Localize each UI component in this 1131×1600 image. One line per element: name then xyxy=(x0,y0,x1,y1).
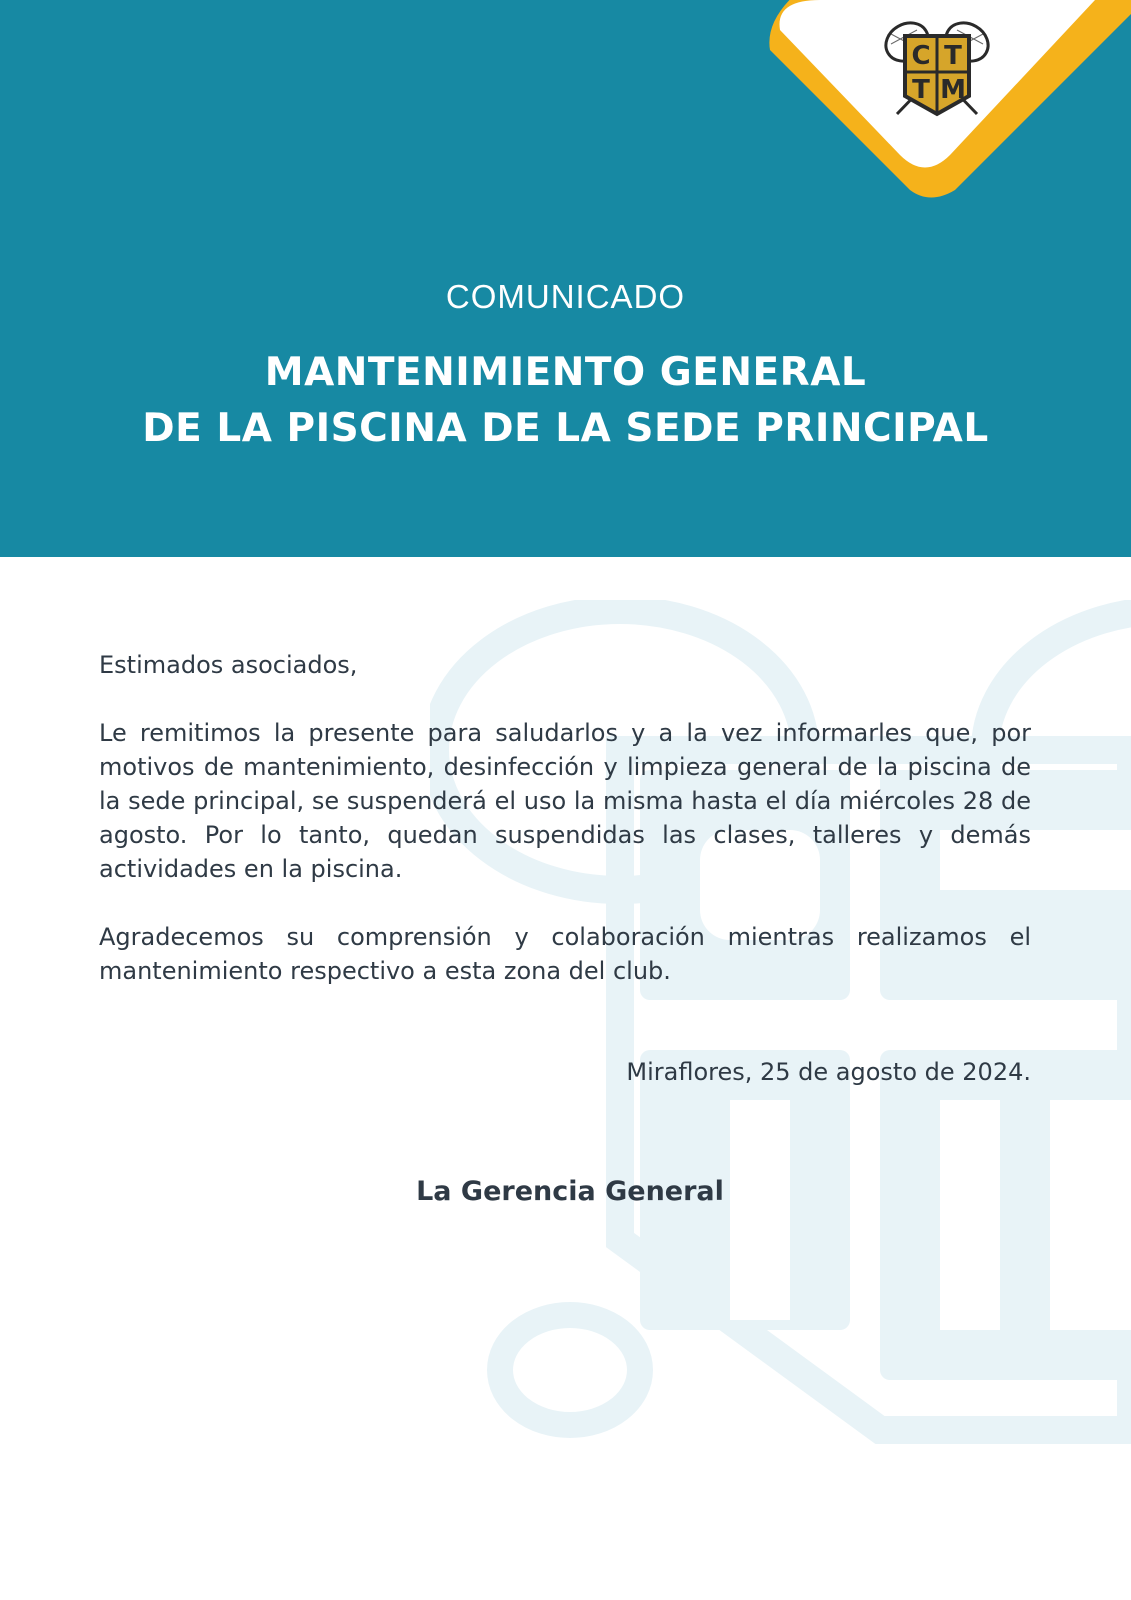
document-title-line-2: DE LA PISCINA DE LA SEDE PRINCIPAL xyxy=(142,406,989,451)
document-title-line-1: MANTENIMIENTO GENERAL xyxy=(264,350,867,395)
letter-place-date: Miraflores, 25 de agosto de 2024. xyxy=(626,1058,1031,1086)
letter-signature: La Gerencia General xyxy=(416,1176,724,1207)
letter-greeting: Estimados asociados, xyxy=(99,651,358,679)
header-band xyxy=(0,0,1131,557)
crest-letter-c: C xyxy=(911,41,931,71)
crest-letter-t2: T xyxy=(912,75,930,105)
letter-paragraph-1: Le remitimos la presente para saludarlos y a la vez informarles que, por motivos de mantenimiento, desinfección y limpieza general de la piscina de la sede principal, se suspenderá el uso la misma hasta el día miércoles 28 de agosto. Por lo tanto, quedan suspendidas las clases, talleres y demás actividades en la piscina. xyxy=(99,719,1031,883)
crest-letter-t1: T xyxy=(944,41,962,71)
cttm-club-crest-icon xyxy=(877,14,997,122)
crest-letter-m: M xyxy=(940,75,966,105)
document-kicker: COMUNICADO xyxy=(445,278,686,315)
letter-paragraph-2: Agradecemos su comprensión y colaboración mientras realizamos el mantenimiento respectivo a esta zona del club. xyxy=(99,923,1031,985)
